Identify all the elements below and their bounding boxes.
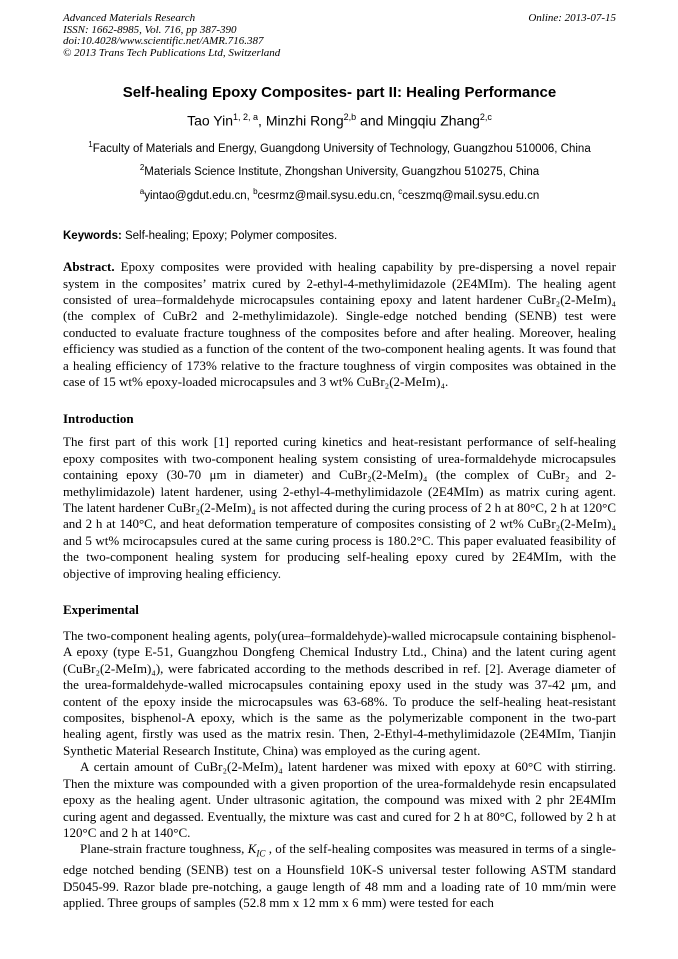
kic-subscript: IC	[256, 848, 266, 859]
author-2-affiliation-marks: 2,b	[343, 112, 357, 122]
journal-name: Advanced Materials Research	[63, 12, 196, 24]
affiliation-1-mark: 1	[88, 139, 93, 149]
affiliation-2-text: Materials Science Institute, Zhongshan University, Guangzhou 510275, China	[144, 166, 540, 179]
affiliation-1	[63, 135, 616, 159]
section-heading-introduction: Introduction	[63, 411, 134, 427]
author-2-name: Minzhi Rong	[265, 112, 344, 129]
affiliation-1-text: Faculty of Materials and Energy, Guangdong University of Technology, Guangzhou 510006, China	[92, 142, 591, 155]
author-1-name: Tao Yin	[187, 112, 233, 129]
abstract-paragraph	[63, 259, 616, 390]
experimental-paragraph-3-pre: Plane-strain fracture toughness,	[80, 841, 248, 857]
experimental-paragraph-3-post: , of the self-healing composites was measured in terms of a single-edge notched bending (SENB) test on a Hounsfield 10K-S universal tester following ASTM standard D5045-99. Razor blade pre-notching, a gauge length of 48 mm and a loading rate of 10 mm/min were applied. Three groups of samples (52.8 mm x 12 mm x 6 mm) were tested for each	[63, 841, 616, 911]
keywords-label: Keywords:	[63, 230, 122, 243]
author-1-affiliation-marks: 1, 2, a	[233, 112, 259, 122]
emails-line	[63, 182, 616, 206]
journal-issn-line: ISSN: 1662-8985, Vol. 716, pp 387-390	[63, 23, 237, 36]
abstract-label: Abstract.	[63, 259, 115, 275]
experimental-paragraph-3	[63, 841, 616, 911]
author-3-affiliation-marks: 2,c	[479, 112, 492, 122]
keywords-text: Self-healing; Epoxy; Polymer composites.	[121, 230, 338, 243]
journal-info-block	[63, 13, 280, 59]
abstract-text: Epoxy composites were provided with healing capability by pre-dispersing a novel repair system in the composites’ matrix cured by 2-ethyl-4-methylimidazole (2E4MIm). The healing agent consisted of urea–formaldehyde microcapsules containing epoxy and latent hardener CuBr₂(2-MeIm)₄ (the complex of CuBr2 and 2-methylimidazole). Single-edge notched bending (SENB) test were conducted to evaluate fracture toughness of the composites before and after healing. Moreover, healing efficiency was studied as a function of the content of the two-component healing agents. It was found that a healing efficiency of 173% relative to the fracture toughness of virgin composites was obtained in the case of 15 wt% epoxy-loaded microcapsules and 3 wt% CuBr₂(2-MeIm)₄.	[63, 259, 616, 389]
journal-header	[63, 13, 616, 59]
email-1-address: yintao@gdut.edu.cn,	[144, 190, 254, 203]
section-heading-experimental: Experimental	[63, 602, 139, 618]
fracture-toughness-symbol	[247, 841, 266, 859]
email-3-mark: c	[398, 187, 403, 197]
email-3-address: ceszmq@mail.sysu.edu.cn	[402, 190, 540, 203]
introduction-paragraph: The first part of this work [1] reported curing kinetics and heat-resistant performance of self-healing epoxy composites with two-component healing system consisting of urea-formaldehyde microcapsules containing epoxy (30-70 μm in diameter) and CuBr₂(2-MeIm)₄ (the complex of CuBr₂ and 2-methylimidazole) latent hardener, using 2-ethyl-4-methylimidazole (2E4MIm) as matrix curing agent. The latent hardener CuBr₂(2-MeIm)₄ is not affected during the curing process of 2 h at 80°C, 2 h at 120°C and 2 h at 140°C, and heat deformation temperature of composites consisting of 2 wt% CuBr₂(2-MeIm)₄ and 5 wt% mcirocapsules cured at the same curing process is 180.2°C. This paper evaluated feasibility of the two-component healing system for producing self-healing epoxy cured by 2E4MIm, with the objective of improving healing efficiency.	[63, 434, 616, 581]
online-date: Online: 2013-07-15	[528, 12, 616, 24]
affiliation-2-mark: 2	[139, 163, 145, 173]
keywords-line	[63, 229, 616, 243]
email-2-mark: b	[253, 187, 258, 197]
author-separator: and	[356, 112, 388, 129]
kic-k: K	[247, 841, 257, 857]
journal-copyright-line: © 2013 Trans Tech Publications Ltd, Switzerland	[63, 46, 281, 59]
affiliation-2	[63, 158, 616, 182]
affiliations-block	[63, 135, 616, 206]
email-1-mark: a	[139, 187, 145, 197]
journal-doi-line: doi:10.4028/www.scientific.net/AMR.716.387	[63, 35, 264, 47]
author-separator: ,	[258, 112, 266, 129]
experimental-paragraph-1: The two-component healing agents, poly(urea–formaldehyde)-walled microcapsule containing bisphenol-A epoxy (type E-51, Guangzhou Dongfeng Chemical Industry Ltd., China) and the latent curing agent (CuBr₂(2-MeIm)₄), were fabricated according to the methods described in ref. [2]. Average diameter of the urea-formaldehyde-walled microcapsules containing epoxy used in the study was 37-42 μm, and content of the epoxy inside the microcapsules was 63-68%. To produce the self-healing heat-resistant composites, bisphenol-A epoxy, which is the same as the polymerizable component in the two-part healing agent, firstly was used as the matrix resin. Then, 2-Ethyl-4-methylimidazole (2E4MIm, Tianjin Synthetic Material Research Institute, China) was employed as the curing agent.	[63, 628, 616, 758]
paper-title: Self-healing Epoxy Composites- part II: Healing Performance	[122, 84, 557, 101]
authors-line	[63, 108, 616, 130]
author-3-name: Mingqiu Zhang	[387, 112, 480, 129]
experimental-paragraph-2: A certain amount of CuBr₂(2-MeIm)₄ latent hardener was mixed with epoxy at 60°C with stirring. Then the mixture was compounded with a given proportion of the urea-formaldehyde resin encapsulated epoxy as the healing agent. Under ultrasonic agitation, the compound was mixed with 2 phr 2E4MIm curing agent and degassed. Eventually, the mixture was cast and cured for 2 h at 80°C, followed by 2 h at 120°C and 2 h at 140°C.	[63, 759, 616, 840]
email-2-address: cesrmz@mail.sysu.edu.cn,	[257, 190, 399, 203]
